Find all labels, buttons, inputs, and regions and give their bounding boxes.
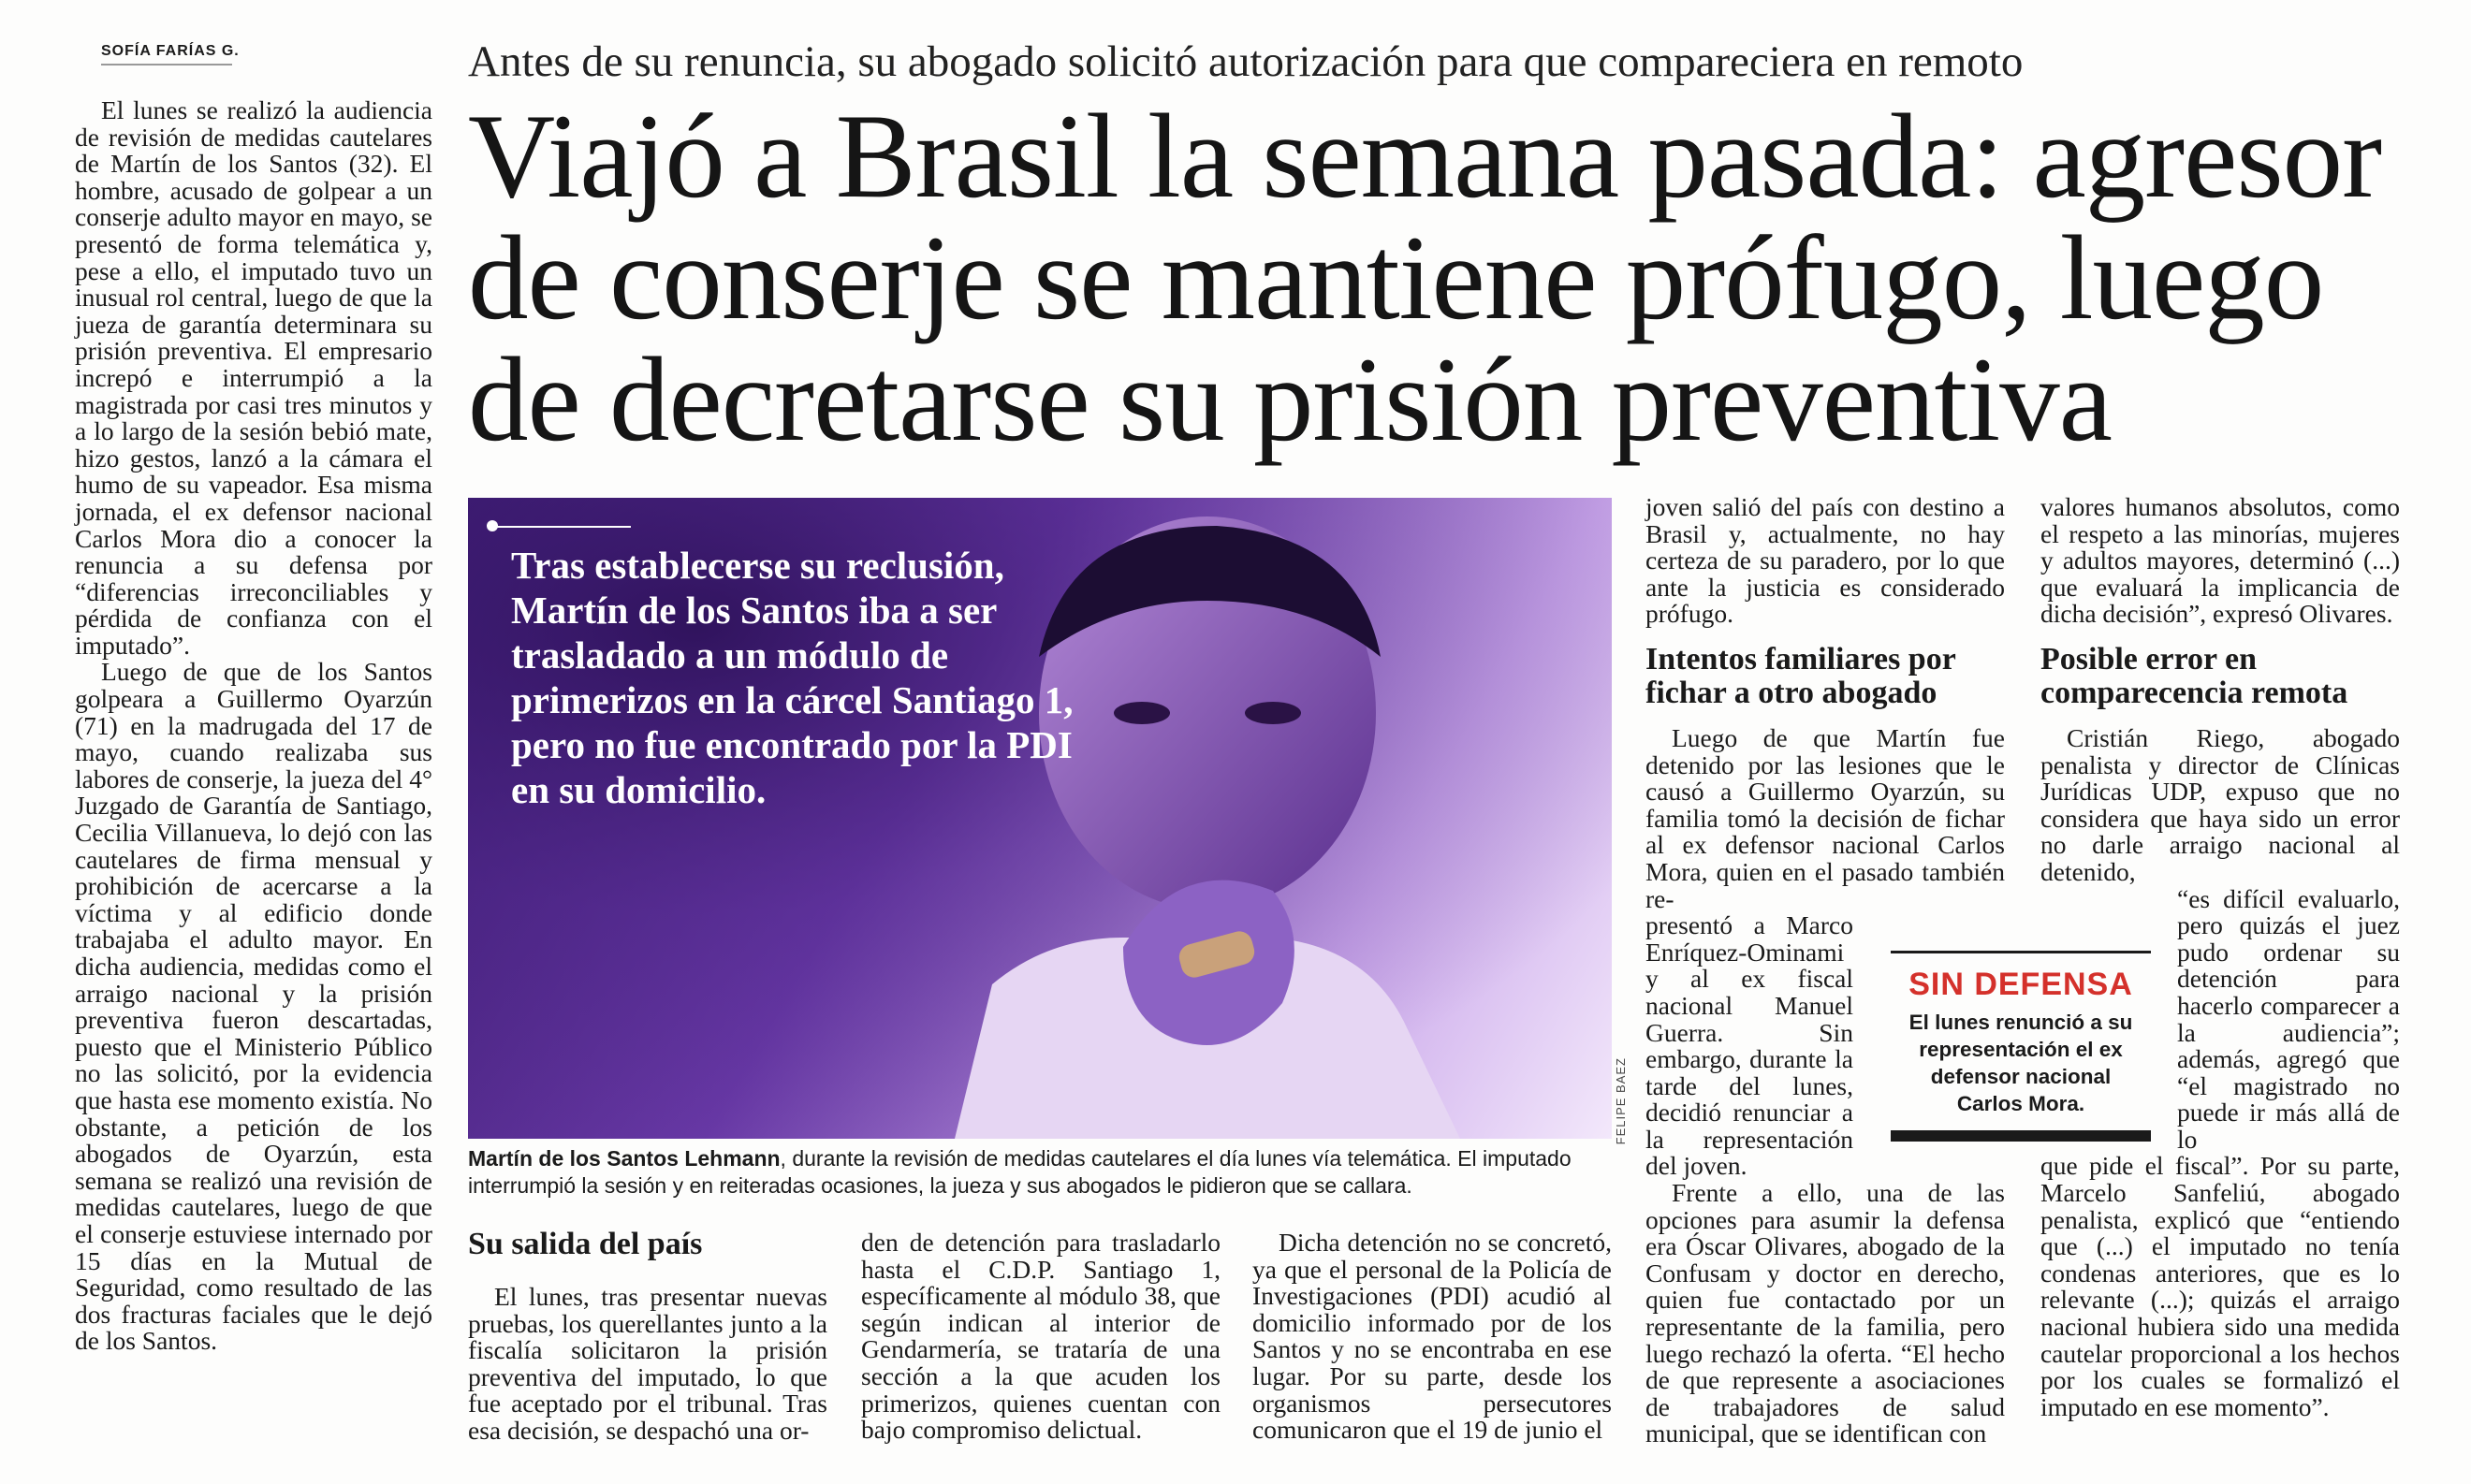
sidebox-text: El lunes renunció a su representación el ex defensor nacional Carlos Mora. <box>1908 1011 2133 1115</box>
right2-paragraph-0: valores humanos absolutos, como el respeto a las minorías, mujeres y adultos mayores, determinó (...) que evaluará la implicancia de dicha decisión”, expresó Olivares. <box>2040 492 2400 629</box>
subhead-intentos: Intentos familiares por fichar a otro abogado <box>1645 641 1956 710</box>
quote-rule <box>490 526 631 528</box>
right2-paragraph-2: que pide el fiscal”. Por su parte, Marcelo Sanfeliú, abogado penalista, explicó que “entiendo que (...) el imputado no tenía condenas anteriores, que es lo relevante (...); quizás el arraigo nacional hubiera sido una medida cautelar proporcional a los hechos por los cuales se formalizó el imputado en ese momento”. <box>2040 1151 2400 1421</box>
right1-paragraph-0: joven salió del país con destino a Brasil y, actualmente, no hay certeza de su paradero, por lo que ante la justicia es considerado prófugo. <box>1645 492 2005 629</box>
right2-paragraph-1: Cristián Riego, abogado penalista y director de Clínicas Jurídicas UDP, expuso que no considera que haya sido un error no darle arraigo nacional al detenido, <box>2040 722 2400 886</box>
right1-paragraph-1: Luego de que Martín fue detenido por las lesiones que le causó a Guillermo Oyarzún, su familia tomó la decisión de fichar al ex defensor nacional Carlos Mora, quien en el pasado también re- <box>1645 722 2005 913</box>
bottom-column-3 <box>1252 1229 1612 1444</box>
photo-quote: Tras establecerse su reclusión, Martín de los Santos iba a ser trasladado a un módulo de primerizos en la cárcel Santiago 1, pero no fue encontrado por la PDI en su domicilio. <box>511 544 1074 811</box>
headline <box>468 89 2434 466</box>
bullet-dot <box>487 520 498 531</box>
headline-line-2: de conserje se mantiene prófugo, luego <box>468 211 2324 344</box>
right1-paragraph-2: Frente a ello, una de las opciones para asumir la defensa era Óscar Olivares, abogado de la Confusam y doctor en derecho, quien fue contactado por un representante de la familia, pero luego rechazó la oferta. “El hecho de que represente a asociaciones de trabajadores de salud municipal, que se identifican con <box>1645 1178 2005 1448</box>
left-column <box>75 97 432 1355</box>
caption-name: Martín de los Santos Lehmann <box>468 1146 781 1171</box>
bottom-column-1 <box>468 1284 827 1445</box>
kicker: Antes de su renuncia, su abogado solicitó autorización para que compareciera en remoto <box>468 37 2024 86</box>
sidebox-title: SIN DEFENSA <box>1908 967 2133 1002</box>
bottom-paragraph-1: El lunes, tras presentar nuevas pruebas, los querellantes junto a la fiscalía solicitaron la prisión preventiva del imputado, lo que fue aceptado por el tribunal. Tras esa decisión, se despachó una or- <box>468 1282 827 1445</box>
right1-paragraph-1b: presentó a Marco Enríquez-Ominami y al ex fiscal nacional Manuel Guerra. Sin embargo, durante la tarde del lunes, decidió renunciar a la representación del joven. <box>1645 910 1853 1181</box>
photo-credit: FELIPE BAEZ <box>1614 1057 1628 1145</box>
right-column-2 <box>2040 494 2400 1420</box>
right2-paragraph-1b: “es difícil evaluarlo, pero quizás el juez pudo ordenar su detención para hacerlo comparecer a la audiencia”; además, agregó que “el magistrado no puede ir más allá de lo <box>2177 883 2400 1154</box>
main-photo <box>468 498 1612 1139</box>
headline-line-3: de decretarse su prisión preventiva <box>468 332 2112 466</box>
byline: SOFÍA FARÍAS G. <box>101 43 240 59</box>
subhead-posible-error: Posible error en comparecencia remota <box>2040 641 2348 710</box>
byline-rule <box>101 64 232 65</box>
subhead-salida: Su salida del país <box>468 1227 703 1261</box>
photo-caption <box>468 1145 1612 1200</box>
bottom-column-2 <box>861 1229 1221 1444</box>
left-paragraph-1: El lunes se realizó la audiencia de revisión de medidas cautelares de Martín de los Santos (32). El hombre, acusado de golpear a un conserje adulto mayor en mayo, se presentó de forma telemática y, pese a ello, el imputado tuvo un inusual rol central, luego de que la jueza de garantía determinara su prisión preventiva. El empresario increpó e interrumpió a la magistrada por casi tres minutos y a lo largo de la sesión bebió mate, hizo gestos, lanzó a la cámara el humo de su vapeador. Esa misma jornada, el ex defensor nacional Carlos Mora dio a conocer la renuncia a su defensa por “diferencias irreconciliables y pérdida de confianza con el imputado”. <box>75 95 432 660</box>
headline-line-1: Viajó a Brasil la semana pasada: agresor <box>468 89 2382 223</box>
caption-text: , durante la revisión de medidas cautelares el día lunes vía telemática. El imputado interrumpió la sesión y en reiteradas ocasiones, la jueza y sus abogados le pidieron que se callara. <box>468 1146 1572 1198</box>
left-paragraph-2: Luego de que de los Santos golpeara a Guillermo Oyarzún (71) en la madrugada del 17 de mayo, cuando realizaba sus labores de conserje, la jueza del 4° Juzgado de Garantía de Santiago, Cecilia Villanueva, lo dejó con las cautelares de firma mensual y prohibición de acercarse a la víctima y al edificio donde trabajaba el adulto mayor. En dicha audiencia, medidas como el arraigo nacional y la prisión preventiva fueron descartadas, puesto que el Ministerio Público no las solicitó, por la evidencia que hasta ese momento existía. No obstante, a petición de los abogados de Oyarzún, esta semana se realizó una revisión de medidas cautelares, luego de que el conserje estuviese internado por 15 días en la Mutual de Seguridad, como resultado de las dos fracturas faciales que le dejó de los Santos. <box>75 657 432 1356</box>
bottom-paragraph-3: Dicha detención no se concretó, ya que el personal de la Policía de Investigaciones (PDI) acudió al domicilio informado por de los Santos y no se encontraba en ese lugar. Por su parte, desde los organismos persecutores comunicaron que el 19 de junio el <box>1252 1228 1612 1445</box>
bottom-paragraph-2: den de detención para trasladarlo hasta el C.D.P. Santiago 1, específicamente al módulo 38, que según indican al interior de Gendarmería, se trataría de una sección a la que acuden los primerizos, quienes cuentan con bajo compromiso delictual. <box>861 1228 1221 1445</box>
